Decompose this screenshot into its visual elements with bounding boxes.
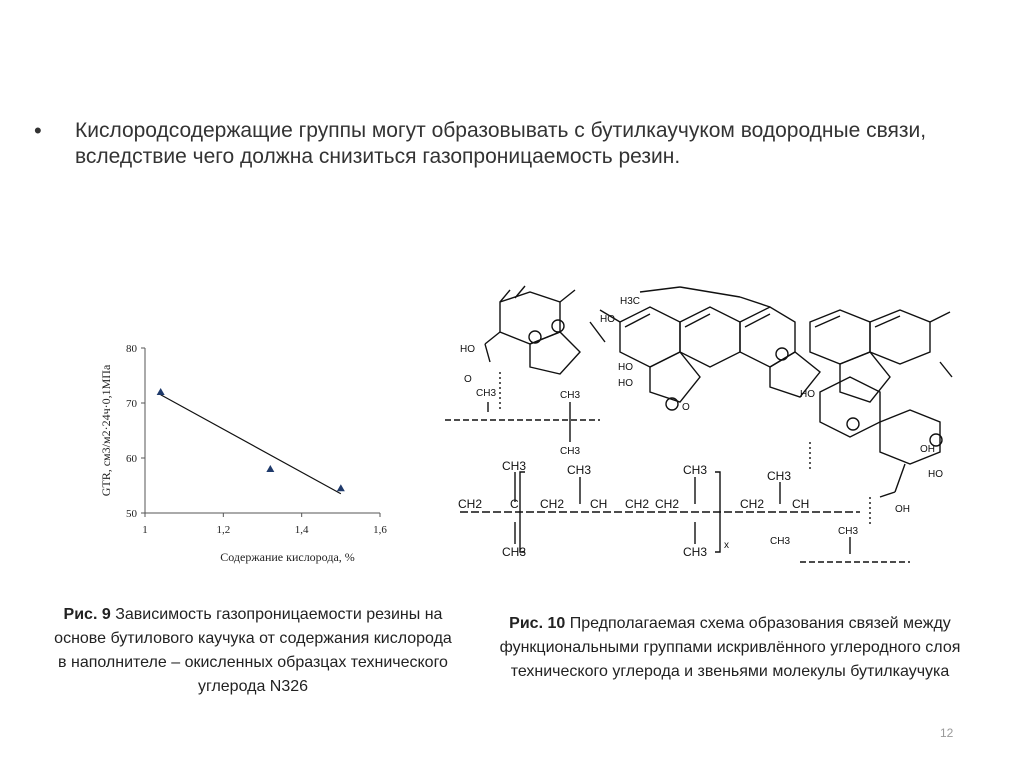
scheme-label: CH2 [740,497,765,511]
figure-10-text: Предполагаемая схема образования связей между функциональными группами искривлённого углеродного слоя технического углерода и звеньями молекулы бутилкаучука [499,615,961,680]
figure-9-text: Зависимость газопроницаемости резины на основе бутилового каучука от содержания кислорода в наполнителе – окисленных образцах технического углерода N326 [54,606,452,695]
trend-line [161,395,341,494]
scheme-label: CH3 [767,469,792,483]
scheme-label: CH3 [476,388,497,399]
figure-9-caption [48,603,458,699]
scheme-label: HO [600,314,615,325]
scheme-label: CH [590,497,608,511]
scheme-label: HO [618,378,633,389]
scheme-label: CH3 [560,446,581,457]
data-point [157,388,165,395]
data-point [337,484,345,491]
scheme-label: CH2 [540,497,565,511]
scheme-label: CH2 [458,497,483,511]
scheme-label: HO [460,344,475,355]
scheme-label: O [682,402,690,413]
slide-number: 12 [940,726,954,740]
scheme-label: CH3 [567,463,592,477]
scheme-label: CH3 [838,526,859,537]
y-tick-label: 80 [126,343,137,355]
scheme-label: HO [928,469,943,480]
figure-10-label: Рис. 10 [509,615,566,632]
scheme-label: OH [920,444,935,455]
chemical-structure [440,282,955,572]
chart-canvas [90,330,410,580]
x-tick-label: 1,4 [294,524,309,536]
scheme-label: C [510,497,519,511]
scheme-label: CH3 [502,459,527,473]
y-axis-label: GTR, см3/м2·24ч·0,1МПа [99,364,113,497]
x-tick-label: 1 [142,524,148,536]
scheme-label: CH3 [560,390,581,401]
scheme-label: CH [792,497,810,511]
scheme-label: x [724,540,729,551]
scheme-label: CH3 [683,545,708,559]
bullet-dot: • [34,118,42,143]
y-tick-label: 70 [126,398,137,410]
bonding-scheme-diagram [440,282,955,572]
y-tick-label: 60 [126,453,137,465]
scheme-label: CH3 [502,545,527,559]
figure-10-caption [480,612,980,684]
figure-9-label: Рис. 9 [63,606,111,623]
scheme-label: OH [895,504,910,515]
scheme-label: O [464,374,472,385]
scheme-label: H3C [620,296,641,307]
x-tick-label: 1,2 [216,524,231,536]
x-axis-label: Содержание кислорода, % [220,550,355,564]
data-point [266,465,274,472]
scheme-label: CH2 [655,497,680,511]
oxygen-gtr-chart [90,330,410,580]
y-tick-label: 50 [126,508,137,520]
scheme-label: CH3 [770,536,791,547]
bullet-text: Кислородсодержащие группы могут образовывать с бутилкаучуком водородные связи, вследствие чего должна снизиться газопроницаемость резин. [75,119,927,168]
scheme-label: CH2 [625,497,650,511]
scheme-label: CH3 [683,463,708,477]
scheme-label: HO [800,389,815,400]
scheme-label: HO [618,362,633,373]
x-tick-label: 1,6 [373,524,387,536]
